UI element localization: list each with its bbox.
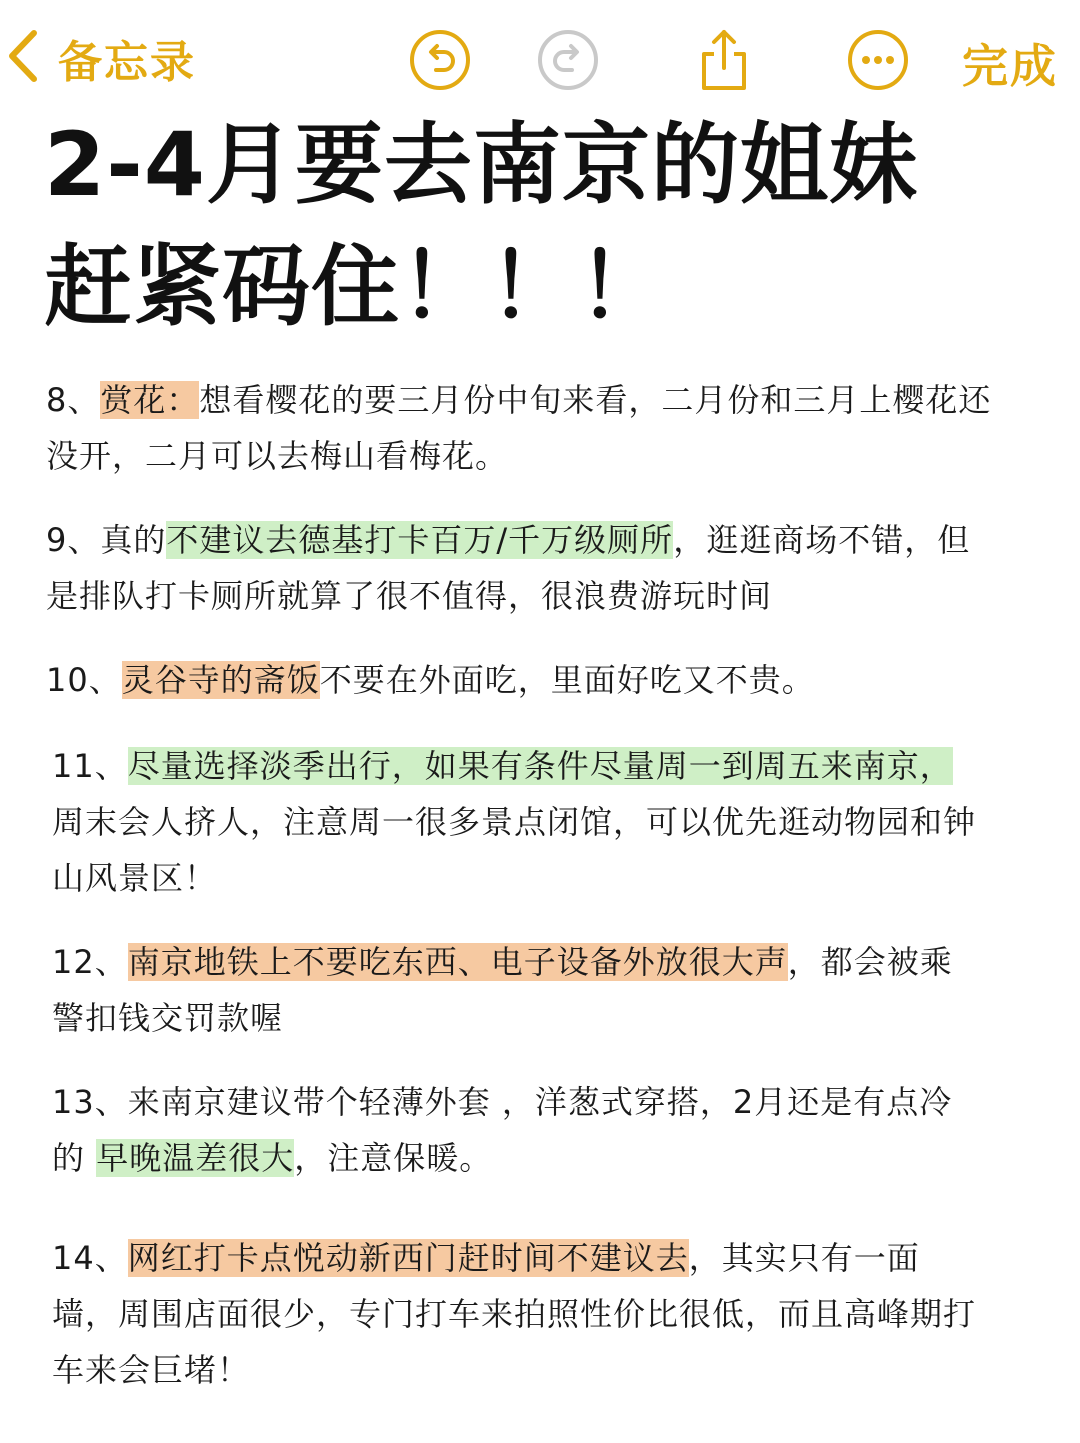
note-line <box>52 1074 1062 1130</box>
highlight-orange: 赏花： <box>100 381 200 419</box>
item-number: 10、 <box>46 661 122 699</box>
item-text: ，其实只有一面 <box>688 1239 920 1277</box>
note-line: 周末会人挤人，注意周一很多景点闭馆，可以优先逛动物园和钟 <box>52 803 977 841</box>
item-text: 来南京建议带个轻薄外套 ，洋葱式穿搭，2月还是有点冷 <box>127 1083 953 1121</box>
note-item-12 <box>52 934 1062 1046</box>
highlight-orange: 网红打卡点悦动新西门赶时间不建议去 <box>127 1239 689 1277</box>
item-text: ，逛逛商场不错，但 <box>673 521 971 559</box>
done-button[interactable]: 完成 <box>962 39 1058 93</box>
undo-icon <box>408 28 472 92</box>
item-text: 的 <box>52 1139 97 1177</box>
item-text: 不要在外面吃，里面好吃又不贵。 <box>319 661 815 699</box>
notes-toolbar <box>0 0 1080 110</box>
item-number: 13、 <box>52 1083 128 1121</box>
note-line: 山风景区！ <box>52 859 218 897</box>
note-line: 警扣钱交罚款喔 <box>52 999 284 1037</box>
item-text: 想看樱花的要三月份中旬来看，二月份和三月上樱花还 <box>199 381 992 419</box>
note-line: 没开，二月可以去梅山看梅花。 <box>46 437 509 475</box>
item-text: ，注意保暖。 <box>294 1139 493 1177</box>
item-text: 真的 <box>100 521 167 559</box>
note-item-9 <box>46 512 1056 624</box>
item-number: 11、 <box>52 747 128 785</box>
note-title-line-2: 赶紧码住！！！ <box>44 235 668 338</box>
note-line <box>46 372 1056 428</box>
note-line <box>52 934 1062 990</box>
note-title <box>44 104 1054 348</box>
note-item-10 <box>46 652 1056 708</box>
highlight-green: 早晚温差很大 <box>96 1139 295 1177</box>
note-line <box>52 738 1062 794</box>
note-item-11 <box>52 738 1062 906</box>
note-item-8 <box>46 372 1056 484</box>
note-item-13 <box>52 1074 1062 1186</box>
note-line: 是排队打卡厕所就算了很不值得，很浪费游玩时间 <box>46 577 773 615</box>
note-line <box>52 1230 1062 1286</box>
item-number: 12、 <box>52 943 128 981</box>
redo-icon <box>536 28 600 92</box>
highlight-orange: 灵谷寺的斋饭 <box>121 661 320 699</box>
more-button[interactable] <box>846 28 910 92</box>
note-line <box>46 652 1056 708</box>
item-number: 14、 <box>52 1239 128 1277</box>
highlight-green: 尽量选择淡季出行，如果有条件尽量周一到周五来南京， <box>127 747 953 785</box>
undo-button[interactable] <box>408 28 472 92</box>
item-number: 9、 <box>46 521 101 559</box>
item-number: 8、 <box>46 381 101 419</box>
more-icon <box>846 28 910 92</box>
back-button[interactable] <box>4 28 196 88</box>
highlight-green: 不建议去德基打卡百万/千万级厕所 <box>166 521 674 559</box>
item-text: ，都会被乘 <box>787 943 953 981</box>
share-icon <box>692 28 756 92</box>
note-line <box>52 1130 1062 1186</box>
note-line: 车来会巨堵！ <box>52 1351 251 1389</box>
back-label: 备忘录 <box>58 37 196 88</box>
redo-button[interactable] <box>536 28 600 92</box>
note-item-14 <box>52 1230 1062 1398</box>
share-button[interactable] <box>692 28 756 92</box>
note-line: 墙，周围店面很少，专门打车来拍照性价比很低，而且高峰期打 <box>52 1295 977 1333</box>
note-line <box>46 512 1056 568</box>
chevron-left-icon <box>4 27 44 89</box>
note-title-line-1: 2-4月要去南京的姐妹 <box>44 113 918 216</box>
highlight-orange: 南京地铁上不要吃东西、电子设备外放很大声 <box>127 943 788 981</box>
